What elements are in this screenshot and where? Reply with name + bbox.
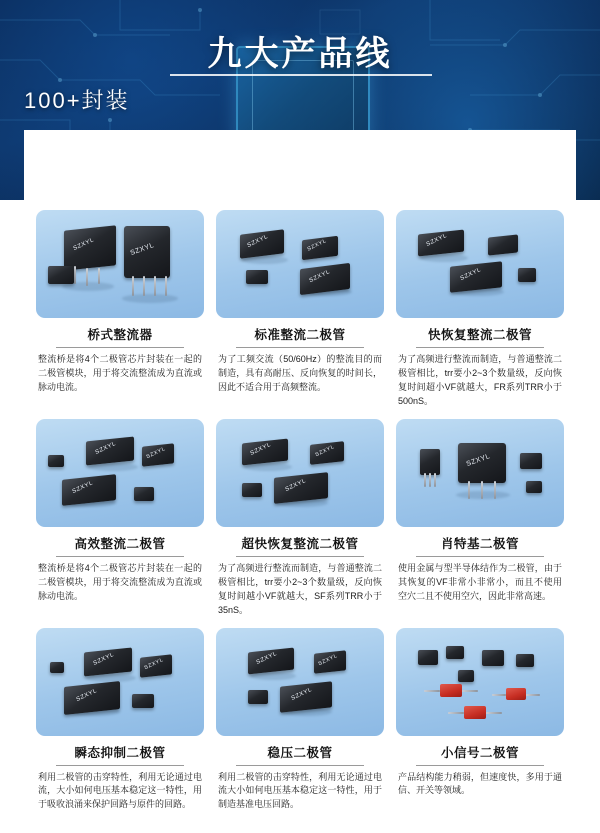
- part-body: [526, 481, 542, 493]
- product-description: 使用金属与型半导体结作为二极管，由于其恢复的VF非常小非常小，而且不使用空穴二且不使用空穴，因此非常高速。: [398, 562, 562, 601]
- product-card[interactable]: [216, 419, 384, 618]
- brand-mark: SZXYL: [306, 238, 328, 253]
- part-body: [62, 474, 116, 506]
- product-name: 小信号二极管: [440, 745, 519, 760]
- brand-mark: SZXYL: [459, 267, 482, 283]
- brand-mark: SZXYL: [465, 452, 492, 468]
- title-underline: [56, 765, 184, 766]
- part-body: [242, 438, 288, 465]
- part-lead: [468, 481, 470, 499]
- part-lead: [74, 266, 76, 284]
- product-description: 整流桥是将4个二极管芯片封装在一起的二极管模块，用于将交流整流成为直流或脉动电流。: [38, 354, 202, 392]
- product-card[interactable]: [36, 210, 204, 409]
- product-name: 桥式整流器: [87, 328, 153, 342]
- part-body: [518, 268, 536, 282]
- part-body: [84, 647, 132, 676]
- part-lead: [132, 276, 134, 296]
- part-body: [64, 225, 116, 270]
- product-description: 为了高频进行整流而制造，与普通整流二极管相比，trr要小2~3个数量级，反向恢复时间超小VF就越大，FR系列TRR小于500nS。: [398, 354, 562, 406]
- part-lead: [448, 712, 464, 714]
- brand-mark: SZXYL: [249, 441, 272, 457]
- part-body: [418, 650, 438, 665]
- brand-mark: SZXYL: [314, 443, 336, 459]
- product-image-fast-recovery-diode: [396, 210, 564, 318]
- part-shadow: [456, 491, 510, 499]
- brand-mark: SZXYL: [92, 651, 115, 667]
- brand-mark: SZXYL: [71, 479, 94, 495]
- part-lead: [526, 694, 540, 696]
- part-body: [418, 230, 464, 257]
- brand-mark: SZXYL: [425, 232, 448, 248]
- title-divider: [170, 74, 432, 76]
- part-body: [248, 690, 268, 704]
- product-image-small-signal-diode: [396, 628, 564, 736]
- part-body: [86, 436, 134, 465]
- title-underline: [416, 765, 544, 766]
- product-name: 稳压二极管: [267, 745, 333, 760]
- product-card[interactable]: [396, 419, 564, 618]
- part-body: [140, 654, 172, 677]
- product-card[interactable]: [396, 210, 564, 409]
- part-body: [520, 453, 542, 469]
- part-body: [450, 261, 502, 292]
- part-body-red: [440, 684, 462, 697]
- part-body: [64, 681, 120, 715]
- product-description: 产品结构能力稍弱，但速度快，多用于通信、开关等领域。: [398, 771, 562, 796]
- product-name: 快恢复整流二极管: [427, 328, 532, 342]
- part-lead: [424, 690, 440, 692]
- brand-mark: SZXYL: [75, 687, 98, 703]
- brand-mark: SZXYL: [145, 445, 167, 461]
- title-underline: [236, 765, 364, 766]
- title-underline: [416, 556, 544, 557]
- title-underline: [236, 347, 364, 348]
- part-body: [240, 229, 284, 258]
- brand-mark: SZXYL: [143, 656, 165, 671]
- product-name: 超快恢复整流二极管: [241, 536, 359, 551]
- part-body: [280, 681, 332, 712]
- brand-mark: SZXYL: [246, 233, 269, 250]
- product-card[interactable]: [216, 210, 384, 409]
- part-lead: [143, 276, 145, 296]
- part-body: [246, 270, 268, 284]
- product-grid: [36, 210, 564, 812]
- part-body: [420, 449, 440, 475]
- title-underline: [416, 347, 544, 348]
- part-shadow: [122, 294, 178, 303]
- part-lead: [154, 276, 156, 296]
- brand-mark: SZXYL: [290, 686, 313, 702]
- part-body: [274, 472, 328, 504]
- part-body: [482, 650, 504, 666]
- part-lead: [434, 473, 436, 487]
- part-body-red: [464, 706, 486, 719]
- page-subtitle: 100+封装: [24, 88, 130, 113]
- title-underline: [56, 347, 184, 348]
- part-body: [124, 226, 170, 278]
- title-underline: [236, 556, 364, 557]
- part-body: [488, 234, 518, 255]
- brand-mark: SZXYL: [129, 241, 156, 258]
- product-image-tvs-diode: [36, 628, 204, 736]
- product-card[interactable]: [36, 628, 204, 813]
- part-lead: [165, 276, 167, 296]
- product-name: 标准整流二极管: [254, 328, 346, 342]
- product-description: 为了工频交流（50/60Hz）的整流目的而制造，具有高耐压、反向恢复的时间长，因此不适合用于高频整流。: [218, 354, 382, 392]
- part-lead: [481, 481, 483, 499]
- product-name: 高效整流二极管: [74, 536, 166, 551]
- footer-spacer: [0, 820, 600, 833]
- product-card[interactable]: [396, 628, 564, 813]
- product-card[interactable]: [216, 628, 384, 813]
- part-body: [516, 654, 534, 667]
- part-body: [314, 650, 346, 673]
- part-lead: [424, 473, 426, 487]
- part-lead: [98, 268, 100, 284]
- product-description: 利用二极管的击穿特性，利用无论通过电流，大小如何电压基本稳定这一特性，用于吸收浪涌来保护回路与原件的回路。: [38, 771, 202, 810]
- part-lead: [486, 712, 502, 714]
- part-body: [132, 694, 154, 708]
- product-description: 为了高频进行整流而制造，与普通整流二极管相比，trr要小2~3个数量级，反向恢复时间越小VF就越大，SF系列TRR小于35nS。: [218, 562, 382, 615]
- product-image-ultrafast-recovery-diode: [216, 419, 384, 527]
- product-description: 整流桥是将4个二极管芯片封装在一起的二极管模块，用于将交流整流成为直流或脉动电流。: [38, 562, 202, 601]
- part-lead: [492, 694, 506, 696]
- part-body: [242, 483, 262, 497]
- page-title: 九大产品线: [207, 35, 393, 73]
- brand-mark: SZXYL: [284, 477, 307, 493]
- brand-mark: SZXYL: [255, 650, 278, 666]
- part-body: [48, 266, 74, 284]
- product-image-high-efficiency-diode: [36, 419, 204, 527]
- part-body: [50, 662, 64, 673]
- part-body: [142, 443, 174, 466]
- part-body-red: [506, 688, 526, 700]
- part-body: [48, 455, 64, 467]
- product-name: 瞬态抑制二极管: [74, 745, 166, 760]
- product-image-bridge-rectifier: [36, 210, 204, 318]
- part-lead: [86, 268, 88, 286]
- part-body: [248, 647, 294, 674]
- part-body: [458, 443, 506, 483]
- product-image-schottky-diode: [396, 419, 564, 527]
- part-body: [302, 236, 338, 260]
- product-name: 肖特基二极管: [440, 536, 519, 551]
- brand-mark: SZXYL: [72, 237, 95, 253]
- part-lead: [429, 473, 431, 487]
- brand-mark: SZXYL: [94, 440, 117, 456]
- brand-mark: SZXYL: [317, 652, 339, 667]
- product-image-zener-diode: [216, 628, 384, 736]
- product-card[interactable]: [36, 419, 204, 618]
- part-body: [446, 646, 464, 659]
- part-lead: [462, 690, 478, 692]
- title-underline: [56, 556, 184, 557]
- part-body: [310, 441, 344, 465]
- product-description: 利用二极管的击穿特性，利用无论通过电流大小如何电压基本稳定这一特性，用于制造基准电压回路。: [218, 771, 382, 810]
- part-body: [134, 487, 154, 501]
- part-lead: [494, 481, 496, 499]
- part-body: [458, 670, 474, 682]
- brand-mark: SZXYL: [308, 269, 331, 285]
- product-image-standard-rectifier-diode: [216, 210, 384, 318]
